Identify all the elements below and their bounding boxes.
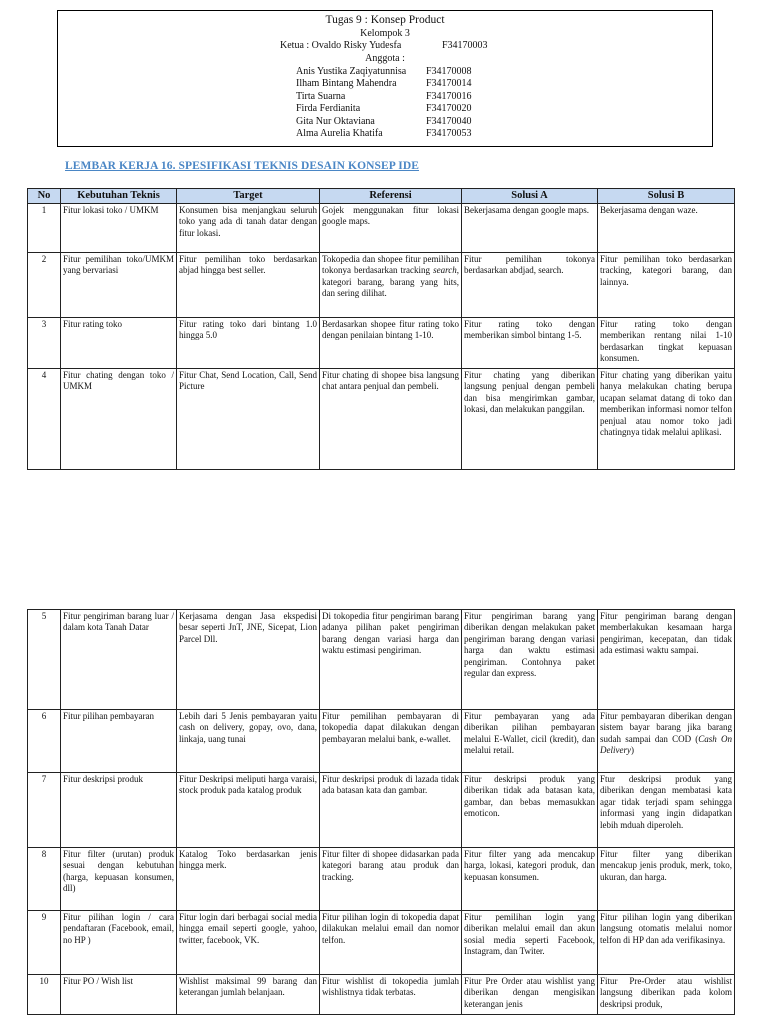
- table-row: [28, 204, 735, 253]
- table-row: [28, 369, 735, 470]
- table-row: [28, 975, 735, 1015]
- cell-kebutuhan: Fitur PO / Wish list: [61, 975, 177, 1015]
- cell-solusi-a: Fitur deskripsi produk yang diberikan tidak ada batasan kata, gambar, dan bebas memasukkan emoticon.: [462, 773, 598, 848]
- table-row: [28, 610, 735, 710]
- member-row: [58, 78, 712, 91]
- cell-target: Fitur rating toko dari bintang 1.0 hingga 5.0: [177, 318, 320, 369]
- member-name: Gita Nur Oktaviana: [296, 115, 375, 127]
- cell-no: 1: [28, 204, 61, 253]
- assignment-title: Tugas 9 : Konsep Product: [325, 14, 445, 26]
- cell-solusi-a: Fitur pembayaran yang ada diberikan pilihan pembayaran melalui E-Wallet, cicil (kredit), dan melalui retail.: [462, 710, 598, 773]
- cell-no: 7: [28, 773, 61, 848]
- cell-target: Fitur login dari berbagai social media hingga email seperti google, yahoo, twitter, facebook, VK.: [177, 911, 320, 975]
- member-name: Ilham Bintang Mahendra: [296, 78, 397, 89]
- cell-referensi: Fitur pilihan login di tokopedia dapat dilakukan melalui email dan nomor telfon.: [320, 911, 462, 975]
- cell-no: 2: [28, 253, 61, 318]
- column-header-solusi-a: Solusi A: [462, 189, 598, 204]
- member-nim: F34170053: [426, 128, 472, 139]
- member-nim: F34170020: [426, 103, 472, 114]
- cell-solusi-b: Bekerjasama dengan waze.: [598, 204, 735, 253]
- table-row: [28, 253, 735, 318]
- cell-kebutuhan: Fitur deskripsi produk: [61, 773, 177, 848]
- cell-solusi-b: Fitur pemilihan toko berdasarkan tracking, kategori barang, dan lainnya.: [598, 253, 735, 318]
- cell-solusi-a: Fitur filter yang ada mencakup harga, lokasi, kategori produk, dan kepuasan konsumen.: [462, 848, 598, 911]
- group-info-box: [57, 10, 713, 147]
- cell-no: 4: [28, 369, 61, 470]
- cell-no: 6: [28, 710, 61, 773]
- column-header-kebutuhan: Kebutuhan Teknis: [61, 189, 177, 204]
- column-header-target: Target: [177, 189, 320, 204]
- cell-referensi: Fitur wishlist di tokopedia jumlah wishlistnya tidak terbatas.: [320, 975, 462, 1015]
- cell-no: 10: [28, 975, 61, 1015]
- cell-referensi: Tokopedia dan shopee fitur pemilihan tokonya berdasarkan tracking search, kategori barang, barang yang hits, dan sering dilihat.: [320, 253, 462, 318]
- table-row: [28, 911, 735, 975]
- leader-row: [58, 40, 712, 53]
- cell-solusi-b: Fitur filter yang diberikan mencakup jenis produk, merk, toko, ukuran, dan harga.: [598, 848, 735, 911]
- member-nim: F34170014: [426, 78, 472, 89]
- cell-kebutuhan: Fitur lokasi toko / UMKM: [61, 204, 177, 253]
- cell-solusi-b: Fitur pembayaran diberikan dengan sistem bayar barang jika barang sudah sampai dan COD (Cash On Delivery): [598, 710, 735, 773]
- column-header-referensi: Referensi: [320, 189, 462, 204]
- cell-solusi-b: Fitur pengiriman barang dengan memberlakukan kesamaan harga pengiriman, kecepatan, dan tidak ada estimasi waktu sampai.: [598, 610, 735, 710]
- member-nim: F34170008: [426, 65, 472, 77]
- member-row: [58, 91, 712, 104]
- cell-solusi-b: Fitur chating yang diberikan yaitu hanya melakukan chating berupa ucapan selamat datang di toko dan memberikan informasi nomor telfon penjual atau nomor toko jadi chatingnya tidak melalui aplikasi.: [598, 369, 735, 470]
- group-name: Kelompok 3: [360, 27, 410, 39]
- section-title: LEMBAR KERJA 16. SPESIFIKASI TEKNIS DESAIN KONSEP IDE: [65, 160, 420, 172]
- cell-kebutuhan: Fitur pilihan pembayaran: [61, 710, 177, 773]
- cell-referensi: Gojek menggunakan fitur lokasi google maps.: [320, 204, 462, 253]
- column-header-solusi-b: Solusi B: [598, 189, 735, 204]
- cell-solusi-a: Fitur pemilihan tokonya berdasarkan abdjad, search.: [462, 253, 598, 318]
- member-row: [58, 116, 712, 129]
- member-nim: F34170016: [426, 90, 472, 102]
- cell-solusi-b: Fitur rating toko dengan memberikan rentang nilai 1-10 berdasarkan tingkat kepuasan konsumen.: [598, 318, 735, 369]
- members-label: Anggota :: [365, 53, 405, 64]
- cell-no: 3: [28, 318, 61, 369]
- cell-target: Fitur Chat, Send Location, Call, Send Picture: [177, 369, 320, 470]
- cell-referensi: Fitur chating di shopee bisa langsung chat antara penjual dan pembeli.: [320, 369, 462, 470]
- cell-target: Konsumen bisa menjangkau seluruh toko yang ada di tanah datar dengan fitur lokasi.: [177, 204, 320, 253]
- cell-kebutuhan: Fitur rating toko: [61, 318, 177, 369]
- member-name: Firda Ferdianita: [296, 103, 361, 114]
- cell-solusi-b: Fitur Pre-Order atau wishlist langsung diberikan pada kolom deskripsi produk,: [598, 975, 735, 1015]
- cell-solusi-b: Fitur pilihan login yang diberikan langsung otomatis melalui nomor telfon di HP dan ada verifikasinya.: [598, 911, 735, 975]
- spec-table-part-1: [27, 188, 735, 470]
- cell-referensi: Di tokopedia fitur pengiriman barang adanya pilihan paket pengiriman barang dengan variasi harga dan waktu estimasi pengiriman.: [320, 610, 462, 710]
- cell-kebutuhan: Fitur pengiriman barang luar / dalam kota Tanah Datar: [61, 610, 177, 710]
- cell-no: 9: [28, 911, 61, 975]
- table-row: [28, 848, 735, 911]
- cell-solusi-b: Ftur deskripsi produk yang diberikan dengan membatasi kata agar tidak terjadi spam sehingga informasi yang ingin didapatkan lebih mduah diperoleh.: [598, 773, 735, 848]
- table-row: [28, 773, 735, 848]
- member-row: [58, 66, 712, 79]
- member-name: Anis Yustika Zaqiyatunnisa: [296, 65, 407, 77]
- cell-target: Katalog Toko berdasarkan jenis hingga merk.: [177, 848, 320, 911]
- table-header-row: [28, 189, 735, 204]
- spec-table-part-2: [27, 609, 735, 1015]
- leader-nim: F34170003: [442, 40, 488, 51]
- cell-no: 5: [28, 610, 61, 710]
- cell-solusi-a: Fitur chating yang diberikan langsung penjual dengan pembeli dan bisa mengirimkan gambar, lokasi, dan melakukan panggilan.: [462, 369, 598, 470]
- leader-name: Ketua : Ovaldo Risky Yudesfa: [280, 40, 402, 51]
- cell-referensi: Fitur deskripsi produk di lazada tidak ada batasan kata dan gambar.: [320, 773, 462, 848]
- cell-target: Kerjasama dengan Jasa ekspedisi besar seperti JnT, JNE, Sicepat, Lion Parcel Dll.: [177, 610, 320, 710]
- cell-solusi-a: Fitur rating toko dengan memberikan simbol bintang 1-5.: [462, 318, 598, 369]
- cell-solusi-a: Fitur pemilihan login yang diberikan melalui email dan akun sosial media seperti Facebook, Instagram, dan Twiter.: [462, 911, 598, 975]
- table-row: [28, 710, 735, 773]
- column-header-no: No: [28, 189, 61, 204]
- cell-referensi: Fitur pemilihan pembayaran di tokopedia dapat dilakukan dengan pembayaran melalui bank, e-wallet.: [320, 710, 462, 773]
- member-name: Alma Aurelia Khatifa: [296, 128, 383, 139]
- cell-kebutuhan: Fitur pemilihan toko/UMKM yang bervariasi: [61, 253, 177, 318]
- member-row: [58, 103, 712, 116]
- member-row: [58, 128, 712, 141]
- cell-kebutuhan: Fitur filter (urutan) produk sesuai dengan kebutuhan (harga, kepuasan konsumen, dll): [61, 848, 177, 911]
- table-row: [28, 318, 735, 369]
- cell-solusi-a: Fitur Pre Order atau wishlist yang diberikan dengan mengisikan keterangan jenis: [462, 975, 598, 1015]
- cell-target: Lebih dari 5 Jenis pembayaran yaitu cash on delivery, gopay, ovo, dana, linkaja, uang tunai: [177, 710, 320, 773]
- member-nim: F34170040: [426, 115, 472, 127]
- cell-referensi: Fitur filter di shopee didasarkan pada kategori barang atau produk dan tracking.: [320, 848, 462, 911]
- cell-no: 8: [28, 848, 61, 911]
- cell-referensi: Berdasarkan shopee fitur rating toko dengan penilaian bintang 1-10.: [320, 318, 462, 369]
- cell-solusi-a: Bekerjasama dengan google maps.: [462, 204, 598, 253]
- cell-kebutuhan: Fitur pilihan login / cara pendaftaran (Facebook, email, no HP ): [61, 911, 177, 975]
- cell-solusi-a: Fitur pengiriman barang yang diberikan dengan melakukan paket pengiriman barang dengan variasi harga dan waktu estimasi pengiriman. Contohnya paket regular dan express.: [462, 610, 598, 710]
- cell-kebutuhan: Fitur chating dengan toko / UMKM: [61, 369, 177, 470]
- cell-target: Wishlist maksimal 99 barang dan keterangan jumlah belanjaan.: [177, 975, 320, 1015]
- cell-target: Fitur pemilihan toko berdasarkan abjad hingga best seller.: [177, 253, 320, 318]
- cell-target: Fitur Deskripsi meliputi harga varaisi, stock produk pada katalog produk: [177, 773, 320, 848]
- member-name: Tirta Suarna: [296, 90, 346, 102]
